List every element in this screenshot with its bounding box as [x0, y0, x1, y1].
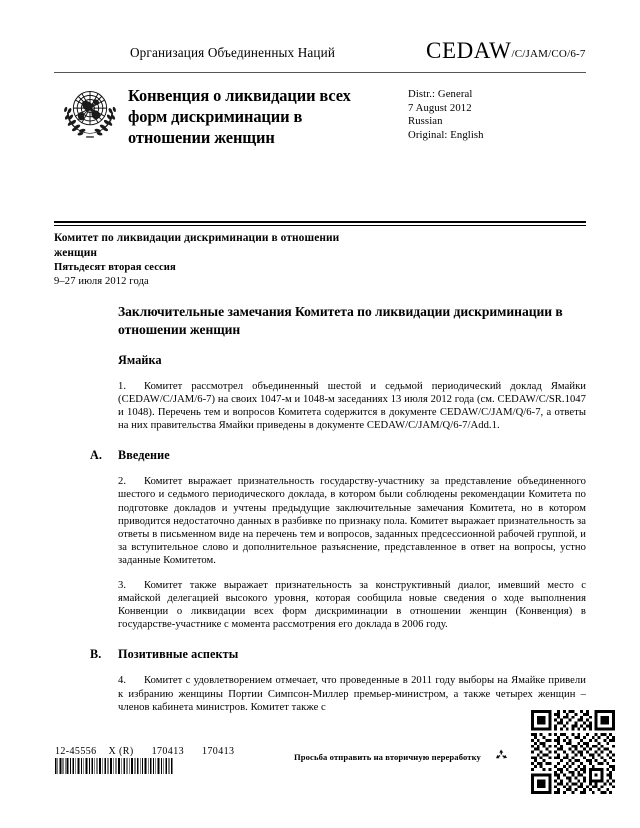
paragraph-number: 3. — [118, 580, 127, 592]
section-title: Введение — [118, 448, 170, 463]
paragraph-2 — [118, 475, 586, 567]
section-divider-thick — [54, 221, 586, 223]
section-heading-a — [90, 448, 586, 463]
paragraph-number: 4. — [118, 675, 127, 687]
recycle-text: Просьба отправить на вторичную переработку — [294, 752, 481, 762]
section-title: Позитивные аспекты — [118, 647, 239, 662]
distribution-original: Original: English — [408, 128, 484, 141]
masthead-top-row — [54, 38, 586, 68]
distribution-language: Russian — [408, 115, 443, 128]
paragraph-1 — [118, 380, 586, 432]
masthead — [54, 38, 586, 68]
paragraph-text: Комитет с удовлетворением отмечает, что проведенные в 2011 году выборы на Ямайке привели к избранию женщины Портии Симпсон-Миллер премьер-министром, а также четырех женщин – членов кабинета министров. Комитет также с — [118, 675, 586, 713]
distribution-type: Distr.: General — [408, 88, 473, 100]
paragraph-3 — [118, 579, 586, 631]
distribution-date: 7 August 2012 — [408, 101, 472, 114]
barcode — [55, 758, 173, 774]
document-symbol-suffix: /C/JAM/CO/6-7 — [511, 48, 586, 60]
masthead-divider — [54, 72, 586, 73]
document-symbol — [426, 38, 586, 64]
document-symbol-main: CEDAW — [426, 38, 512, 63]
section-letter: A. — [90, 448, 103, 463]
page-title: Заключительные замечания Комитета по ликвидации дискриминации в отношении женщин — [118, 304, 563, 337]
document-job-number — [55, 746, 234, 757]
country-name: Ямайка — [118, 353, 162, 367]
paragraph-number: 2. — [118, 476, 127, 488]
section-letter: B. — [90, 647, 102, 662]
section-divider-thin — [54, 225, 586, 226]
recycle-icon — [494, 748, 509, 763]
paragraph-4 — [118, 674, 586, 713]
document-body — [90, 303, 586, 714]
job-number-2: 170413 — [202, 746, 235, 757]
committee-dates: 9–27 июля 2012 года — [54, 276, 149, 288]
section-heading-b — [90, 647, 586, 662]
committee-session: Пятьдесят вторая сессия — [54, 262, 176, 274]
committee-name: Комитет по ликвидации дискриминации в отношении женщин — [54, 232, 340, 259]
doc-number: 12-45556 — [55, 746, 97, 757]
job-number-1: 170413 — [151, 746, 184, 757]
committee-block — [54, 231, 384, 289]
organization-name: Организация Объединенных Наций — [130, 45, 336, 60]
paragraph-text: Комитет выражает признательность государству-участнику за представление объединенного шестого и седьмого периодического доклада, в котором были соблюдены рекомендации Комитета по подготовке докладов и учтены предыдущие заключительные замечания Комитета, но в котором приводится недостаточно данных в разбивке по признаку пола. Комитет выражает признательность за ответы в письменном виде на перечень тем и вопросов, заданных предсессионной рабочей группой, и за вступительное слово и дополнительное разъяснение, представленное в ответ на вопросы, устно заданные Комитетом. — [118, 476, 586, 566]
paragraph-text: Комитет также выражает признательность за конструктивный диалог, имевший место с ямайской делегацией высокого уровня, которая сообщила новые сведения о ходе выполнения Конвенции о ликвидации всех форм дискриминации в отношении женщин (Конвенция) в государстве-участнике с момента рассмотрения его доклада в 2006 году. — [118, 580, 586, 631]
convention-title: Конвенция о ликвидации всех форм дискриминации в отношении женщин — [128, 86, 351, 147]
un-emblem — [57, 80, 123, 144]
qr-code — [531, 710, 615, 794]
distribution-block — [408, 88, 484, 142]
paragraph-number: 1. — [118, 381, 127, 392]
doc-suffix: X (R) — [108, 746, 134, 757]
paragraph-text: Комитет рассмотрел объединенный шестой и седьмой периодический доклад Ямайки (CEDAW/C/JAM/6-7) на своих 1047-м и 1048-м заседаниях 13 июля 2012 года (см. CEDAW/C/SR.1047 и 1048). Перечень тем и вопросов Комитета содержится в документе CEDAW/C/JAM/Q/6-7, а ответы на них правительства Ямайки приведены в документе CEDAW/C/JAM/Q/6-7/Add.1. — [118, 381, 586, 432]
